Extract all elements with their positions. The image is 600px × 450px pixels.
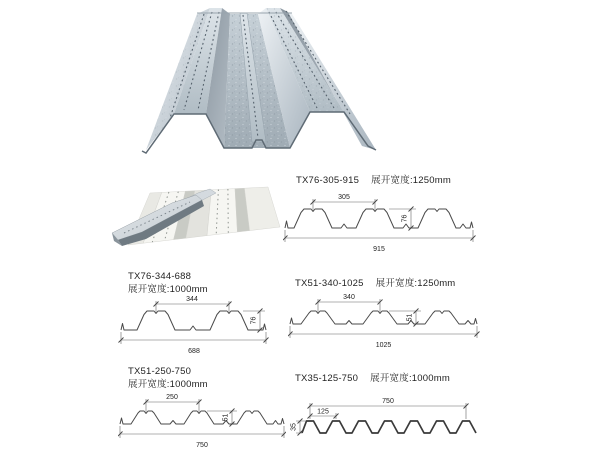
total-width-value: 750 <box>382 398 394 405</box>
total-width-value: 1025 <box>375 342 392 349</box>
total-width-dimension <box>290 326 477 338</box>
unfold-width-label: 展开宽度:1000mm <box>128 284 208 295</box>
diagram-title <box>295 277 455 290</box>
height-value: 51 <box>222 413 230 422</box>
pitch-value: 305 <box>338 194 350 201</box>
model-label: TX76-344-688 <box>128 271 192 282</box>
diagram-title <box>296 174 451 187</box>
height-value: 76 <box>401 214 409 223</box>
pitch-dimension <box>318 299 380 313</box>
unfold-width-label: 展开宽度:1000mm <box>370 373 450 384</box>
height-value: 76 <box>250 316 258 325</box>
unfold-width-label: 展开宽度:1250mm <box>371 175 451 186</box>
profile-drawing <box>283 190 478 254</box>
profile-drawing <box>118 392 286 450</box>
model-label: TX35-125-750 <box>295 373 359 384</box>
profile-path <box>302 421 476 433</box>
total-width-value: 915 <box>373 246 385 253</box>
diagram-title <box>295 372 450 385</box>
pitch-value: 340 <box>343 294 355 301</box>
diagram-title <box>128 270 208 296</box>
pitch-value: 250 <box>166 394 178 401</box>
unfold-width-label: 展开宽度:1250mm <box>375 278 456 289</box>
total-width-dimension <box>285 230 473 242</box>
height-dimension <box>389 311 421 324</box>
total-width-value: 688 <box>188 348 200 355</box>
total-width-dimension <box>310 403 466 419</box>
model-label: TX51-250-750 <box>128 366 192 377</box>
profile-drawing <box>118 294 273 356</box>
total-width-dimension <box>120 426 284 438</box>
model-label: TX51-340-1025 <box>295 278 364 289</box>
height-value: 35 <box>290 423 298 431</box>
profile-path <box>120 411 284 424</box>
diagram-tx76-344-688 <box>118 270 278 358</box>
diagram-tx51-250-750 <box>118 365 290 450</box>
diagram-title <box>128 365 208 391</box>
total-width-value: 750 <box>196 442 208 449</box>
pitch-value: 344 <box>186 296 198 303</box>
sample-deck-photo <box>110 183 285 263</box>
main-deck-photo <box>140 0 380 165</box>
main-deck-photo-image <box>140 0 380 165</box>
diagram-tx76-305-915 <box>283 174 483 254</box>
profile-path <box>285 209 473 228</box>
model-label: TX76-305-915 <box>296 175 360 186</box>
pitch-value: 125 <box>317 408 329 416</box>
profile-drawing <box>288 292 483 350</box>
diagram-tx35-125-750 <box>290 372 482 450</box>
sample-deck-photo-image <box>110 183 285 263</box>
diagram-tx51-340-1025 <box>288 277 488 353</box>
pitch-dimension <box>146 399 199 413</box>
total-width-dimension <box>121 332 266 344</box>
profile-drawing <box>290 392 480 447</box>
unfold-width-label: 展开宽度:1000mm <box>128 379 208 390</box>
height-value: 51 <box>406 313 414 322</box>
profile-path <box>121 311 266 330</box>
